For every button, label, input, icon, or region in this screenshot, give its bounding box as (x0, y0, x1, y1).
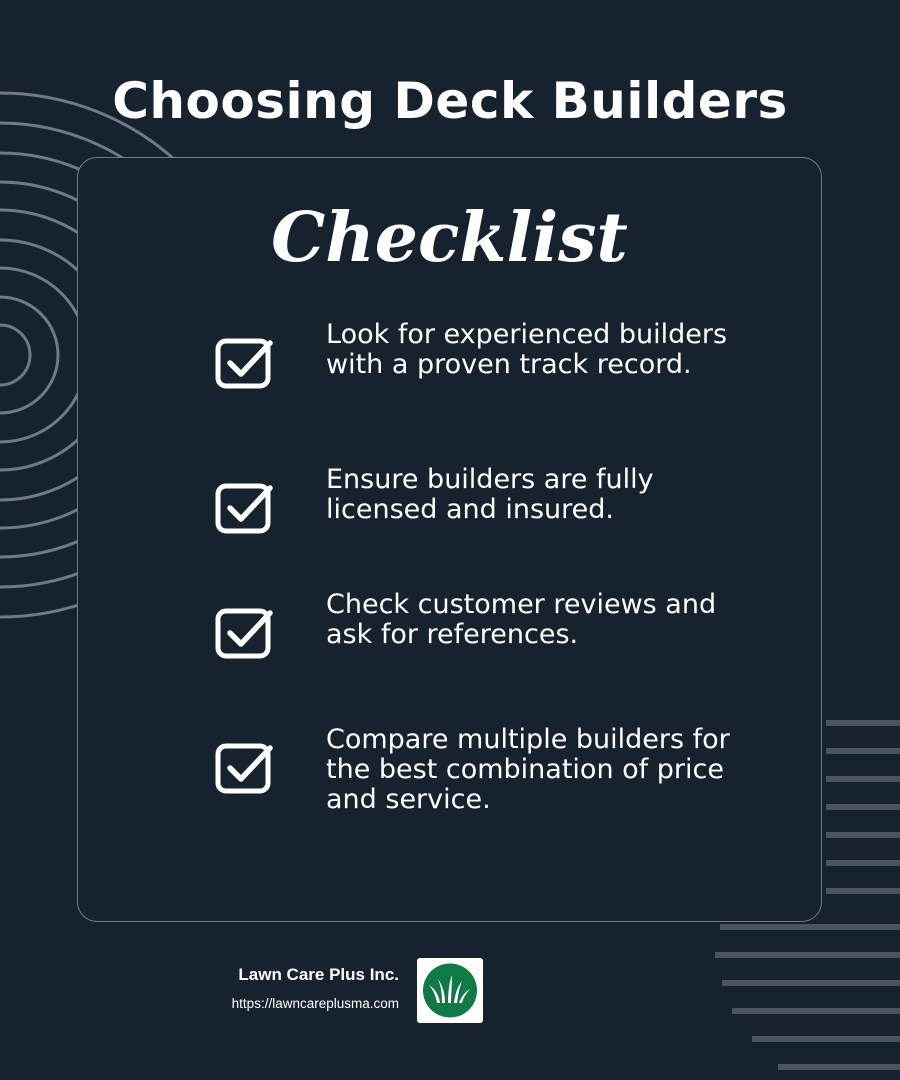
page-title: Choosing Deck Builders (112, 72, 788, 130)
checklist-heading: Checklist (271, 198, 628, 278)
checklist-item-text: Look for experienced builders with a proven track record. (326, 319, 728, 380)
checklist-item-text: Ensure builders are fully licensed and insured. (326, 464, 654, 525)
checkbox-checked-icon (214, 330, 274, 390)
company-logo (417, 958, 483, 1023)
checkbox-checked-icon (214, 600, 274, 660)
checklist-item-text: Compare multiple builders for the best combination of price and service. (326, 724, 730, 815)
checkbox-checked-icon (214, 475, 274, 535)
checkbox-checked-icon (214, 735, 274, 795)
grass-logo-icon (417, 958, 483, 1023)
checklist-item-text: Check customer reviews and ask for references. (326, 589, 717, 650)
company-name: Lawn Care Plus Inc. (238, 965, 399, 984)
checklist-card (77, 157, 822, 922)
company-url-link[interactable]: https://lawncareplusma.com (231, 996, 399, 1011)
